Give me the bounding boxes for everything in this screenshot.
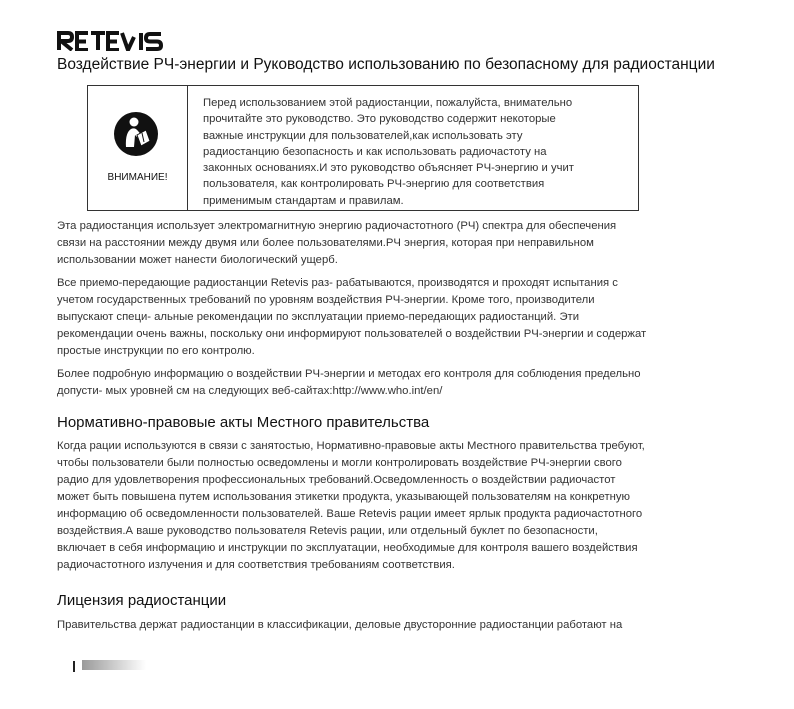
paragraph-line: учетом государственных требований по уровням воздействия РЧ-энергии. Кроме того, производители	[57, 294, 595, 306]
warning-line: законных основаниях.И это руководство объясняет РЧ-энергию и учит	[203, 162, 574, 175]
section-heading-license: Лицензия радиостанции	[57, 592, 227, 609]
paragraph-line: рекомендации очень важны, поскольку они информируют пользователей о воздействии РЧ-энергии и содержат	[57, 328, 647, 340]
warning-line: применимым стандартам и правилам.	[203, 194, 404, 207]
warning-box	[87, 85, 639, 211]
paragraph-line: простые инструкции по его контролю.	[57, 345, 255, 357]
paragraph-line: включает в себя информацию и инструкции по эксплуатации, необходимые для контроля вашего воздействия	[57, 542, 638, 554]
paragraph-line: Правительства держат радиостанции в классификации, деловые двусторонние радиостанции работают на	[57, 619, 623, 631]
manual-reader-icon	[113, 111, 159, 157]
paragraph-line: радиочастотного излучения и для соответствия требованиям соответствия.	[57, 559, 455, 571]
warning-label: ВНИМАНИЕ!	[107, 172, 168, 183]
footer-gradient-bar	[82, 660, 146, 670]
paragraph-regulations	[57, 438, 747, 574]
paragraph-line: связи на расстоянии между двумя или более пользователями.РЧ энергия, которая при неправильном	[57, 237, 594, 249]
section-heading-regulations: Нормативно-правовые акты Местного правительства	[57, 414, 430, 431]
paragraph-more-info	[57, 366, 747, 400]
page-marker	[73, 661, 75, 672]
paragraph-line: Эта радиостанция использует электромагнитную энергию радиочастотного (РЧ) спектра для обеспечения	[57, 220, 617, 232]
paragraph-line: информацию об осведомленности пользователей. Ваше Retevis рации имеет ярлык продукта радиочастотного	[57, 508, 643, 520]
paragraph-line: использовании может нанести биологический ущерб.	[57, 254, 338, 266]
warning-line: прочитайте это руководство. Это руководство содержит некоторые	[203, 113, 556, 126]
warning-line: пользователя, как контролировать РЧ-энергию для соответствия	[203, 178, 545, 191]
page-title: Воздействие РЧ-энергии и Руководство использованию по безопасному для радиостанции	[57, 56, 715, 73]
paragraph-line: воздействия.А ваше руководство пользователя Retevis рации, или отдельный буклет по безопасности,	[57, 525, 598, 537]
paragraph-line: радио для удовлетворения профессиональных требований.Осведомленность о воздействии радиочастот	[57, 474, 616, 486]
paragraph-line: чтобы пользователи были полностью осведомлены и могли контролировать воздействие РЧ-энергии свого	[57, 457, 622, 469]
paragraph-retevis-standards	[57, 275, 747, 360]
paragraph-line: выпускают специ- альные рекомендации по эксплуатации приемо-передающих радиостанций. Эти	[57, 311, 580, 323]
paragraph-line: Все приемо-передающие радиостанции Retevis раз- рабатываются, производятся и проходят испытания с	[57, 277, 618, 289]
retevis-logo	[57, 31, 169, 51]
warning-line: важные инструкции для пользователей,как использовать эту	[203, 129, 523, 142]
warning-text	[188, 86, 574, 210]
paragraph-line: Когда рации используются в связи с занятостью, Нормативно-правовые акты Местного правительства требуют,	[57, 440, 645, 452]
paragraph-line: может быть повышена путем использования этикетки продукта, указывающей пользователям на конкретную	[57, 491, 630, 503]
warning-icon-cell	[88, 86, 188, 210]
warning-line: Перед использованием этой радиостанции, пожалуйста, внимательно	[203, 97, 573, 109]
paragraph-license	[57, 617, 747, 634]
paragraph-line: допусти- мых уровней см на следующих веб-сайтах:http://www.who.int/en/	[57, 385, 443, 397]
paragraph-line: Более подробную информацию о воздействии РЧ-энергии и методах его контроля для соблюдения предельно	[57, 368, 641, 380]
warning-line: радиостанцию безопасность и как использовать радиочастоту на	[203, 145, 547, 158]
paragraph-rf-intro	[57, 218, 747, 269]
